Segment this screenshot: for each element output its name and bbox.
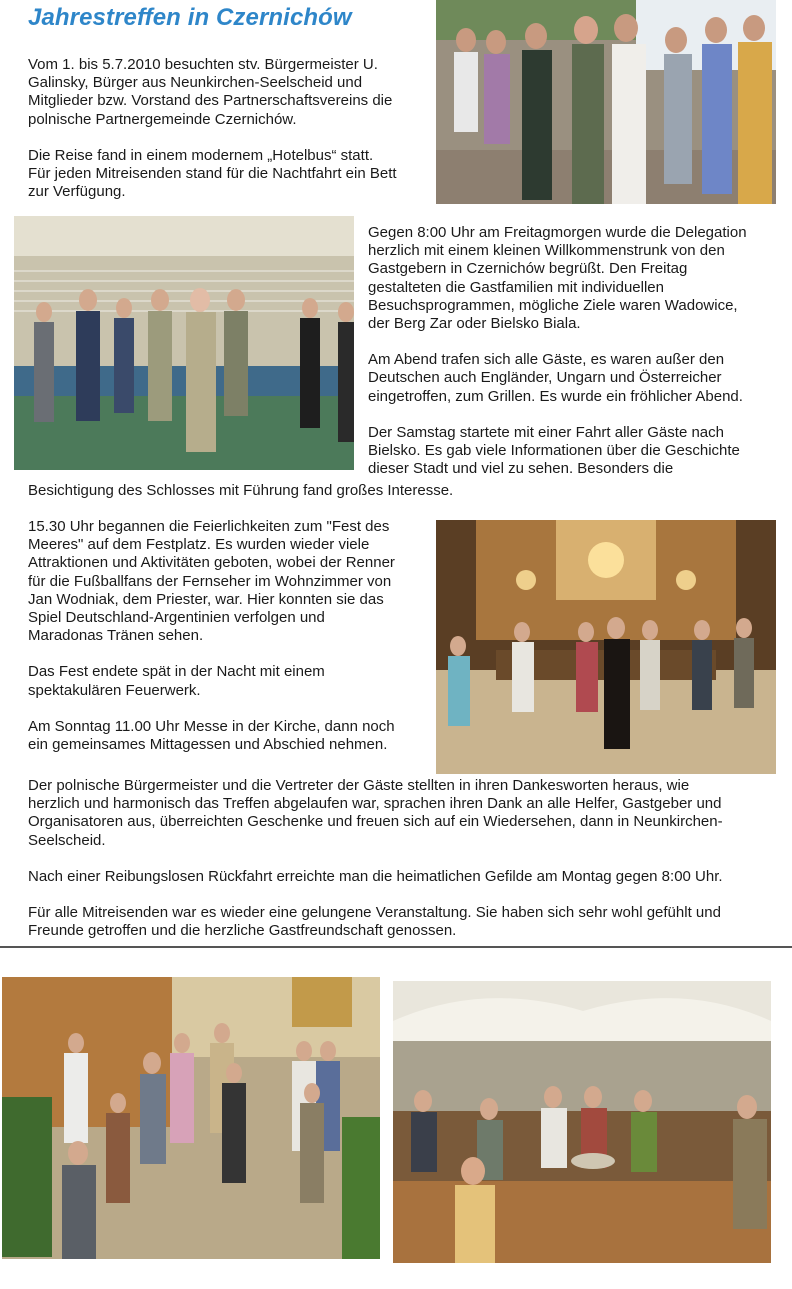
summary-paragraph: Für alle Mitreisenden war es wieder eine gelungene Veranstaltung. Sie haben sich sehr wohl gefühlt und Freunde getroffen und die herzliche Gastfreundschaft genossen. bbox=[28, 904, 721, 940]
photo-group-at-bus bbox=[436, 0, 776, 204]
friday-paragraph: Gegen 8:00 Uhr am Freitagmorgen wurde die Delegation herzlich mit einem kleinen Willkommenstrunk von den Gastgebern in Czernichów begrüßt. Den Freitag gestalteten die Gastfamilien mit individuellen Besuchsprogrammen, mögliche Ziele waren Wadowice, der Berg Zar oder Bielsko Biala. bbox=[368, 224, 747, 333]
article-title: Jahrestreffen in Czernichów bbox=[28, 4, 352, 31]
section-friday-text bbox=[368, 224, 783, 478]
saturday-paragraph-lead: Der Samstag startete mit einer Fahrt aller Gäste nach Bielsko. Es gab viele Informationen über die Geschichte dieser Stadt und viel zu sehen. Besonders die bbox=[368, 423, 740, 478]
fireworks-paragraph: Das Fest endete spät in der Nacht mit einem spektakulären Feuerwerk. bbox=[28, 663, 325, 699]
sunday-paragraph: Am Sonntag 11.00 Uhr Messe in der Kirche, dann noch ein gemeinsames Mittagessen und Abschied nehmen. bbox=[28, 717, 395, 754]
intro-paragraph-2: Die Reise fand in einem modernem „Hotelbus“ statt. Für jeden Mitreisenden stand für die Nachtfahrt ein Bett zur Verfügung. bbox=[28, 146, 397, 201]
return-paragraph: Nach einer Reibungslosen Rückfahrt erreichte man die heimatlichen Gefilde am Montag gegen 8:00 Uhr. bbox=[28, 867, 723, 885]
photo-courtyard-group bbox=[2, 977, 380, 1259]
photo-church-interior bbox=[436, 520, 776, 774]
section-festival-text bbox=[28, 518, 438, 772]
thanks-paragraph: Der polnische Bürgermeister und die Vertreter der Gäste stellten in ihren Dankesworten heraus, wie herzlich und harmonisch das Treffen abgelaufen war, sprachen ihren Dank an alle Helfer, Gastgeber und Organisatoren aus, überreichten Geschenke und freuen sich auf ein Wiedersehen, dann in Neunkirchen- Seelscheid. bbox=[28, 777, 723, 849]
intro-text bbox=[28, 56, 433, 219]
closing-text bbox=[28, 777, 788, 958]
section-divider bbox=[0, 946, 792, 948]
evening-paragraph: Am Abend trafen sich alle Gäste, es waren außer den Deutschen auch Engländer, Ungarn und Österreicher eingetroffen, zum Grillen. Es wurde ein fröhlicher Abend. bbox=[368, 351, 743, 405]
photo-outdoor-cafe bbox=[393, 981, 771, 1263]
saturday-paragraph-tail: Besichtigung des Schlosses mit Führung fand großes Interesse. bbox=[28, 482, 454, 499]
festival-paragraph: 15.30 Uhr begannen die Feierlichkeiten zum "Fest des Meeres" auf dem Festplatz. Es wurden wieder viele Attraktionen und Aktivitäten geboten, wobei der Renner für die Fußballfans der Fernseher im Wohnzimmer von Jan Wodniak, dem Priester, war. Hier konnten sie das Spiel Deutschland-Argentinien verfolgen und Maradonas Tränen sehen. bbox=[28, 518, 395, 645]
photo-gymnasium-welcome bbox=[14, 216, 354, 470]
intro-paragraph-1: Vom 1. bis 5.7.2010 besuchten stv. Bürgermeister U. Galinsky, Bürger aus Neunkirchen-Seelscheid und Mitglieder bzw. Vorstand des Partnerschaftsvereins die polnische Partnergemeinde Czernichów. bbox=[28, 56, 393, 128]
